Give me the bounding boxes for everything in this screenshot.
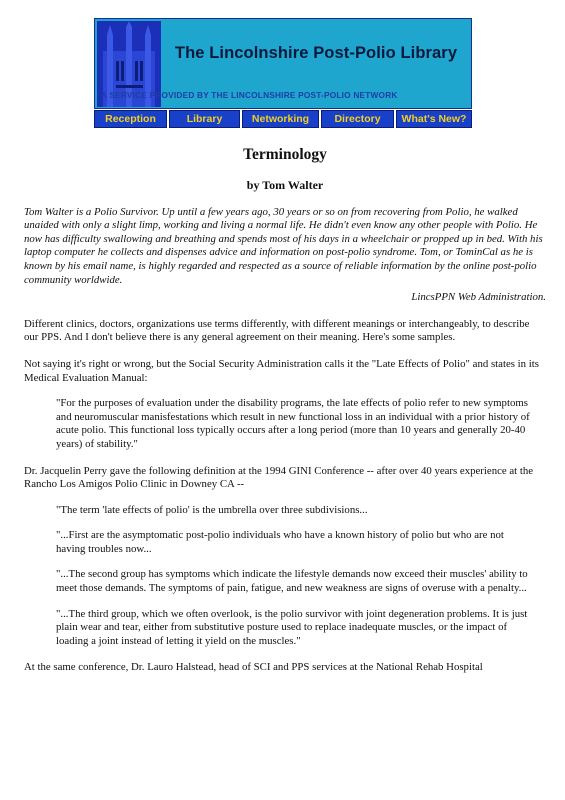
- author-byline: by Tom Walter: [246, 178, 324, 192]
- nav-reception-button[interactable]: Reception: [94, 110, 167, 128]
- paragraph-3: Dr. Jacquelin Perry gave the following definition at the 1994 GINI Conference -- after over 40 years experience at the Rancho Los Amigos Polio Clinic in Downey CA --: [24, 464, 534, 491]
- article-content: [24, 146, 546, 675]
- nav-whats-new-button[interactable]: What's New?: [396, 110, 472, 128]
- banner-subtitle: A SERVICE PROVIDED BY THE LINCOLNSHIRE POST-POLIO NETWORK: [101, 90, 398, 100]
- page-title: Terminology: [243, 146, 327, 163]
- nav-bar: [94, 110, 472, 128]
- admin-signature: LincsPPN Web Administration.: [411, 291, 546, 304]
- nav-library-button[interactable]: Library: [169, 110, 240, 128]
- author-intro: Tom Walter is a Polio Survivor. Up until a few years ago, 30 years or so on from recovering from Polio, he walked unaided with only a slight limp, working and living a normal life. He didn't even know any other people with Polio. He now has difficulty swallowing and breathing and spends most of his days in a wheelchair or propped up in bed. With his laptop computer he collects and dispenses advice and information on post-polio syndrome. Tom, or TominCal as he is known by his email name, is highly regarded and respected as a source of reliable information by the online post-polio community worldwide.: [24, 205, 543, 286]
- quote-ssa: "For the purposes of evaluation under the disability programs, the late effects of polio refer to new symptoms and neuromuscular manisfestations which result in new functional loss in an individual with a prior history of acute polio. This functional loss typically occurs after a long period (more than 10 years and generally 20-40 years) of stability.": [56, 397, 530, 450]
- paragraph-4: At the same conference, Dr. Lauro Halstead, head of SCI and PPS services at the National Rehab Hospital: [24, 661, 483, 674]
- quote-perry-2: "...First are the asymptomatic post-polio individuals who have a known history of polio but who are not having troubles now...: [56, 529, 504, 555]
- paragraph-2: Not saying it's right or wrong, but the Social Security Administration calls it the "Late Effects of Polio" and states in its Medical Evaluation Manual:: [24, 357, 539, 384]
- quote-perry-1: "The term 'late effects of polio' is the umbrella over three subdivisions...: [56, 503, 368, 516]
- paragraph-1: Different clinics, doctors, organizations use terms differently, with different meanings or interchangeably, to describe our PPS. And I don't believe there is any general agreement on their meaning. Here's some samples.: [24, 317, 530, 344]
- banner-title: The Lincolnshire Post-Polio Library: [174, 44, 458, 62]
- site-banner[interactable]: [94, 18, 472, 109]
- quote-perry-4: "...The third group, which we often overlook, is the polio survivor with joint degeneration problems. It is just plain wear and tear, either from substitutive posture used to replace inadequate muscles, or the impact of loading a joint instead of letting it yield on the muscles.": [56, 607, 528, 647]
- nav-networking-button[interactable]: Networking: [242, 110, 319, 128]
- nav-directory-button[interactable]: Directory: [321, 110, 394, 128]
- quote-perry-3: "...The second group has symptoms which indicate the lifestyle demands now exceed their muscles' ability to meet those demands. The symptoms of pain, fatigue, and new weakness are signs of overuse with a penalty...: [56, 568, 528, 595]
